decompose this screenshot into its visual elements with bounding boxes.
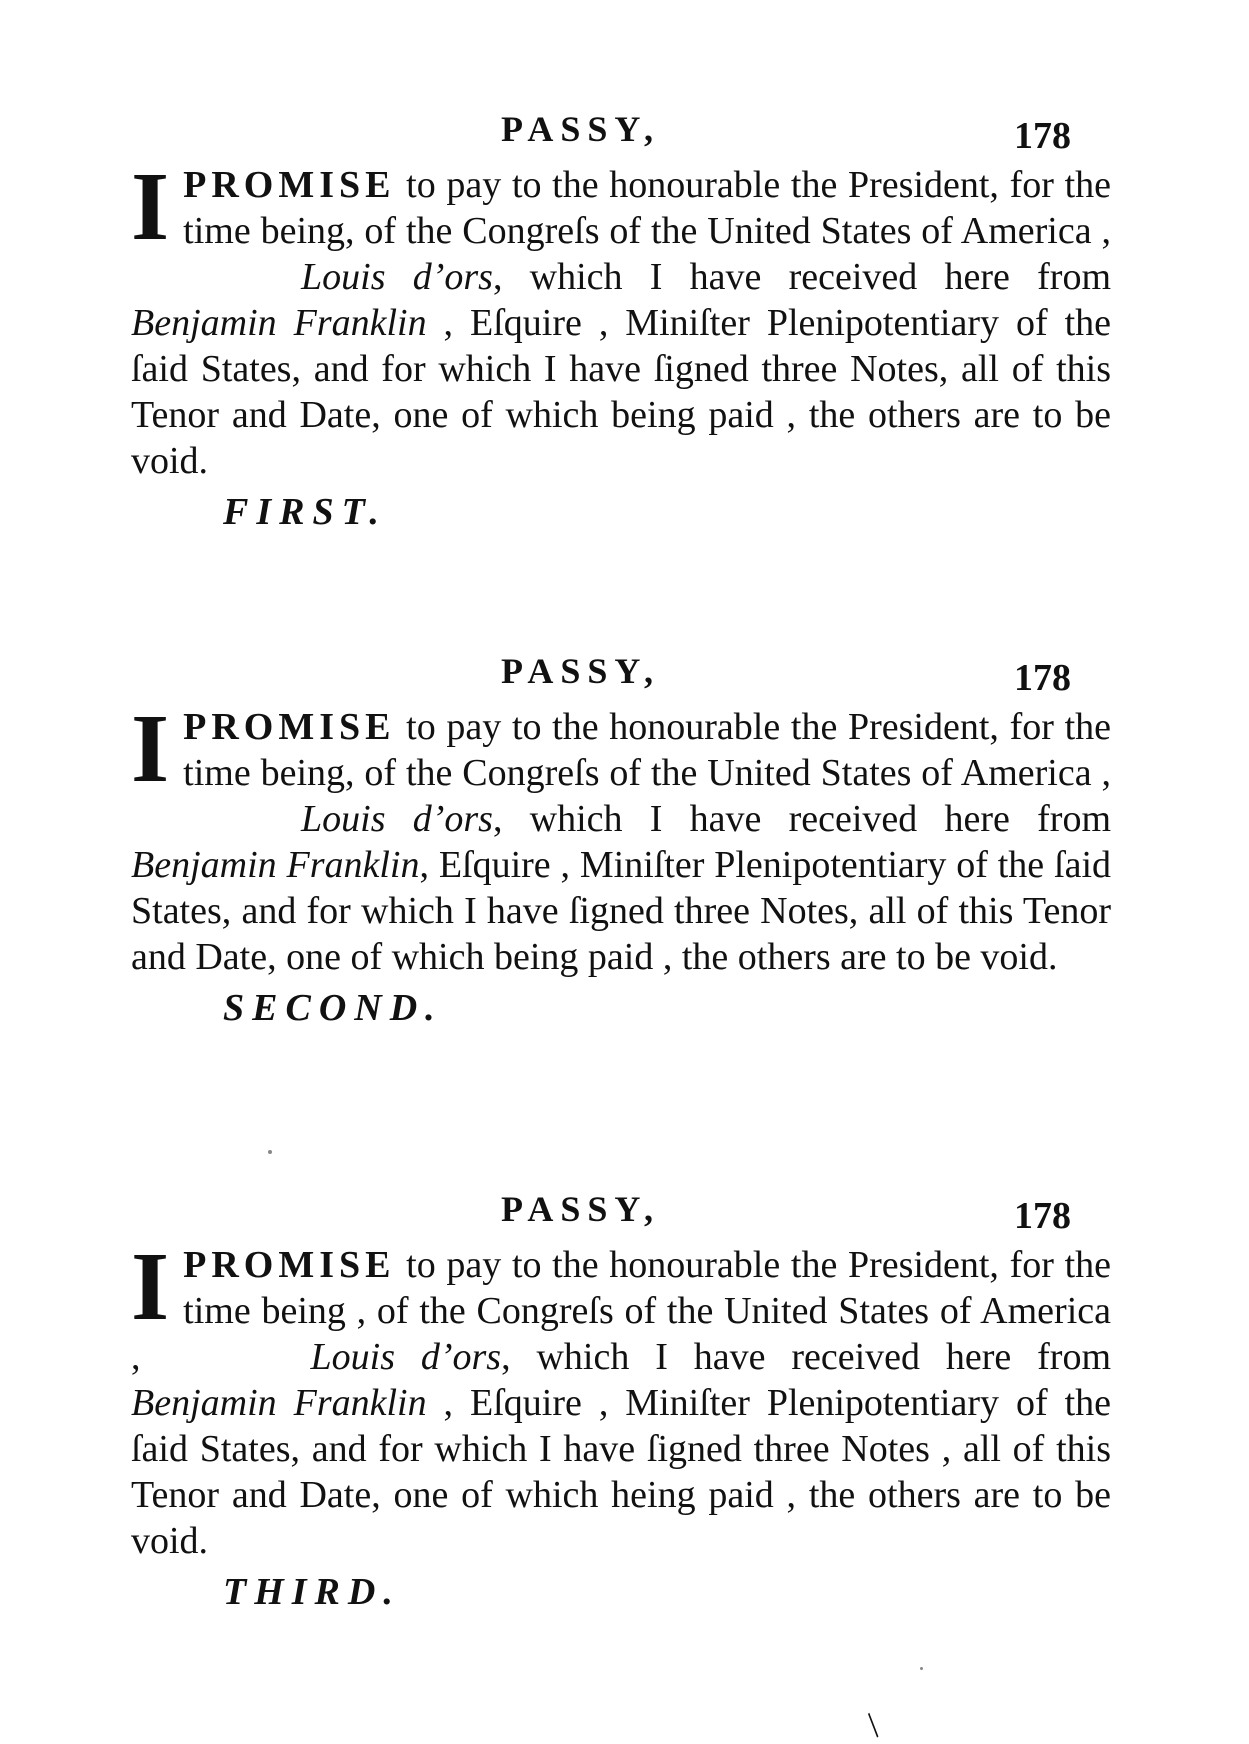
- lead-word: PROMISE: [183, 164, 396, 206]
- note-text-part-2: , which I have received here from: [492, 256, 1112, 298]
- note-text-part-3: , Eſquire , Miniſter Plenipotentiary of the ſaid States, and for which I have ſigned three Notes , all of this Tenor and Date, one of which heing paid , the others are to be void.: [131, 1382, 1112, 1562]
- place-name: PASSY,: [501, 1189, 661, 1229]
- currency-unit: Louis d’ors: [310, 1336, 502, 1378]
- place-name: PASSY,: [501, 109, 661, 149]
- note-text-part-2: , which I have received here from: [492, 798, 1112, 840]
- note-body: [131, 695, 1112, 980]
- currency-unit: Louis d’ors: [301, 256, 493, 298]
- payee-name: Benjamin Franklin: [131, 844, 420, 886]
- note-text-part-1: to pay to the honourable the President, for the time being, of the Congreſs of the United States of America ,: [183, 706, 1111, 794]
- note-text-part-1: to pay to the honourable the President, for the time being, of the Congreſs of the United States of America ,: [183, 164, 1111, 252]
- note-text-part-3: , Eſquire , Miniſter Plenipotentiary of the ſaid States, and for which I have ſigned three Notes, all of this Tenor and Date, one of which being paid , the others are to be void.: [131, 844, 1111, 978]
- promissory-note-third: [131, 1188, 1111, 1614]
- promissory-note-second: [131, 650, 1111, 1030]
- scan-speck: [268, 1150, 272, 1154]
- scan-speck: [920, 1667, 923, 1670]
- note-body: [131, 1233, 1112, 1564]
- year-stub: 178: [1014, 115, 1071, 157]
- drop-cap: I: [131, 695, 170, 803]
- note-text-part-1: to pay to the honourable the President, for the time being , of the Congreſs of the United States of America ,: [131, 1244, 1111, 1378]
- note-text-part-2: , which I have received here from: [501, 1336, 1111, 1378]
- lead-word: PROMISE: [183, 1244, 396, 1286]
- note-header: [131, 1188, 1111, 1242]
- note-ordinal: SECOND.: [223, 987, 443, 1029]
- note-header: [131, 108, 1111, 162]
- note-ordinal: THIRD.: [223, 1571, 401, 1613]
- promissory-note-first: [131, 108, 1111, 534]
- year-stub: 178: [1014, 657, 1071, 699]
- note-ordinal: FIRST.: [223, 491, 387, 533]
- drop-cap: I: [131, 153, 170, 261]
- drop-cap: I: [131, 1233, 170, 1341]
- note-body: [131, 153, 1112, 484]
- note-text-part-3: , Eſquire , Miniſter Plenipotentiary of the ſaid States, and for which I have ſigned three Notes, all of this Tenor and Date, one of which being paid , the others are to be void.: [131, 302, 1112, 482]
- currency-unit: Louis d’ors: [301, 798, 493, 840]
- payee-name: Benjamin Franklin: [131, 302, 427, 344]
- pen-stroke-mark: /: [856, 1706, 890, 1744]
- lead-word: PROMISE: [183, 706, 396, 748]
- place-name: PASSY,: [501, 651, 661, 691]
- year-stub: 178: [1014, 1195, 1071, 1237]
- note-header: [131, 650, 1111, 704]
- payee-name: Benjamin Franklin: [131, 1382, 427, 1424]
